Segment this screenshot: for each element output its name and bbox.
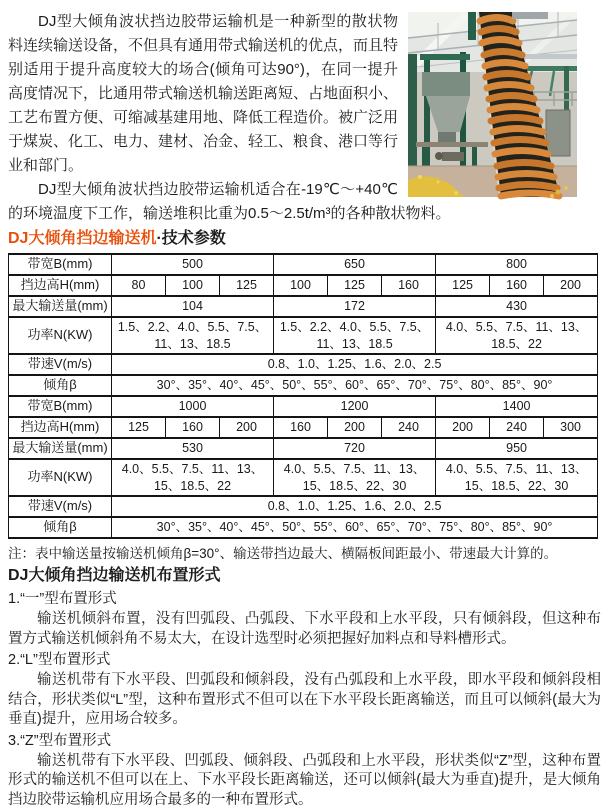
table-cell: 950 bbox=[436, 438, 598, 459]
tech-params-heading bbox=[8, 229, 601, 248]
layout-forms-heading: DJ大倾角挡边输送机布置形式 bbox=[8, 566, 601, 585]
table-cell: 720 bbox=[274, 438, 436, 459]
table-cell: 200 bbox=[436, 417, 490, 438]
table-cell: 100 bbox=[274, 275, 328, 296]
layout-item-subtitle: 1.“一”型布置形式 bbox=[8, 590, 601, 609]
table-cell: 1400 bbox=[436, 396, 598, 417]
intro-section bbox=[8, 10, 601, 226]
table-row bbox=[9, 396, 598, 417]
layout-item-body: 输送机带有下水平段、凹弧段、倾斜段、凸弧段和上水平段，形状类似“Z”型，这种布置形式的输送机不但可以在上、下水平段长距离输送，还可以倾斜(最大为垂直)提升，是大倾角挡边胶带运输机应用场合最多的一种布置形式。 bbox=[8, 752, 601, 810]
table-row bbox=[9, 317, 598, 354]
table-row bbox=[9, 517, 598, 538]
table-cell: 125 bbox=[220, 275, 274, 296]
table-cell: 172 bbox=[274, 296, 436, 317]
table-cell: 1200 bbox=[274, 396, 436, 417]
table-cell: 430 bbox=[436, 296, 598, 317]
table-row bbox=[9, 375, 598, 396]
table-cell: 200 bbox=[220, 417, 274, 438]
table-cell: 1.5、2.2、4.0、5.5、7.5、11、13、18.5 bbox=[274, 317, 436, 354]
row-label: 带速V(m/s) bbox=[9, 496, 112, 517]
table-row bbox=[9, 496, 598, 517]
intro-paragraph-1: DJ型大倾角波状挡边胶带运输机是一种新型的散状物料连续输送设备，不但具有通用带式输送机的优点，而且特别适用于提升高度较大的场合(倾角可达90°)，在同一提升高度情况下，比通用带式输送机输送距离短、占地面积小、工艺布置方便、可缩减基建用地、降低工程造价。被广泛用于煤炭、化工、电力、建材、冶金、轻工、粮食、港口等行业和部门。 bbox=[8, 10, 601, 178]
table-cell: 4.0、5.5、7.5、11、13、15、18.5、22、30 bbox=[436, 459, 598, 496]
table-row bbox=[9, 354, 598, 375]
layout-item-body: 输送机倾斜布置，没有凹弧段、凸弧段、下水平段和上水平段，只有倾斜段，但这种布置方式输送机倾斜角不易太大，在设计选型时必须把握好加料点和导料槽形式。 bbox=[8, 610, 601, 649]
row-label: 功率N(KW) bbox=[9, 459, 112, 496]
table-cell: 160 bbox=[490, 275, 544, 296]
row-label: 倾角β bbox=[9, 375, 112, 396]
layout-item-body: 输送机带有下水平段、凹弧段和倾斜段，没有凸弧段和上水平段，即水平段和倾斜段相结合，形状类似“L”型，这种布置形式不但可以在下水平段长距离输送，而且可以倾斜(最大为垂直)提升，应用场合较多。 bbox=[8, 671, 601, 730]
table-row bbox=[9, 459, 598, 496]
table-cell: 4.0、5.5、7.5、11、13、15、18.5、22 bbox=[112, 459, 274, 496]
table-cell: 800 bbox=[436, 254, 598, 275]
table-row bbox=[9, 296, 598, 317]
row-label: 功率N(KW) bbox=[9, 317, 112, 354]
table-cell: 160 bbox=[166, 417, 220, 438]
row-label: 带宽B(mm) bbox=[9, 396, 112, 417]
table-cell: 500 bbox=[112, 254, 274, 275]
row-label: 挡边高H(mm) bbox=[9, 417, 112, 438]
table-cell: 530 bbox=[112, 438, 274, 459]
intro-paragraph-2: DJ型大倾角波状挡边胶带运输机适合在-19℃～+40℃的环境温度下工作，输送堆积比重为0.5～2.5t/m³的各种散状物料。 bbox=[8, 178, 601, 226]
row-label: 带速V(m/s) bbox=[9, 354, 112, 375]
table-cell: 104 bbox=[112, 296, 274, 317]
table-row bbox=[9, 438, 598, 459]
table-cell: 1.5、2.2、4.0、5.5、7.5、11、13、18.5 bbox=[112, 317, 274, 354]
table-cell: 240 bbox=[382, 417, 436, 438]
layout-item-subtitle: 2.“L”型布置形式 bbox=[8, 651, 601, 670]
table-row bbox=[9, 417, 598, 438]
table-cell: 200 bbox=[328, 417, 382, 438]
table-cell: 80 bbox=[112, 275, 166, 296]
table-cell: 125 bbox=[112, 417, 166, 438]
layout-item-subtitle: 3.“Z”型布置形式 bbox=[8, 732, 601, 751]
table-cell: 240 bbox=[490, 417, 544, 438]
table-cell: 0.8、1.0、1.25、1.6、2.0、2.5 bbox=[112, 496, 598, 517]
table-row bbox=[9, 254, 598, 275]
tech-params-heading-highlight: DJ大倾角挡边输送机 bbox=[8, 230, 156, 247]
row-label: 最大输送量(mm) bbox=[9, 296, 112, 317]
row-label: 倾角β bbox=[9, 517, 112, 538]
table-cell: 30°、35°、40°、45°、50°、55°、60°、65°、70°、75°、80°、85°、90° bbox=[112, 375, 598, 396]
row-label: 最大输送量(mm) bbox=[9, 438, 112, 459]
row-label: 挡边高H(mm) bbox=[9, 275, 112, 296]
table-cell: 0.8、1.0、1.25、1.6、2.0、2.5 bbox=[112, 354, 598, 375]
table-cell: 100 bbox=[166, 275, 220, 296]
table-cell: 650 bbox=[274, 254, 436, 275]
table-cell: 125 bbox=[436, 275, 490, 296]
conveyor-photo-illustration bbox=[408, 12, 577, 197]
table-cell: 300 bbox=[544, 417, 598, 438]
table-cell: 160 bbox=[382, 275, 436, 296]
row-label: 带宽B(mm) bbox=[9, 254, 112, 275]
table-cell: 1000 bbox=[112, 396, 274, 417]
table-cell: 30°、35°、40°、45°、50°、55°、60°、65°、70°、75°、80°、85°、90° bbox=[112, 517, 598, 538]
table-cell: 125 bbox=[328, 275, 382, 296]
layout-forms-section bbox=[8, 590, 601, 810]
table-row bbox=[9, 275, 598, 296]
conveyor-photo bbox=[408, 12, 577, 197]
table-cell: 200 bbox=[544, 275, 598, 296]
tech-params-heading-rest: ·技术参数 bbox=[156, 230, 225, 247]
table-cell: 4.0、5.5、7.5、11、13、18.5、22 bbox=[436, 317, 598, 354]
table-cell: 160 bbox=[274, 417, 328, 438]
tech-params-table bbox=[8, 253, 598, 539]
table-cell: 4.0、5.5、7.5、11、13、15、18.5、22、30 bbox=[274, 459, 436, 496]
table-note: 注：表中输送量按输送机倾角β=30°、输送带挡边最大、横隔板间距最小、带速最大计算的。 bbox=[8, 545, 601, 562]
